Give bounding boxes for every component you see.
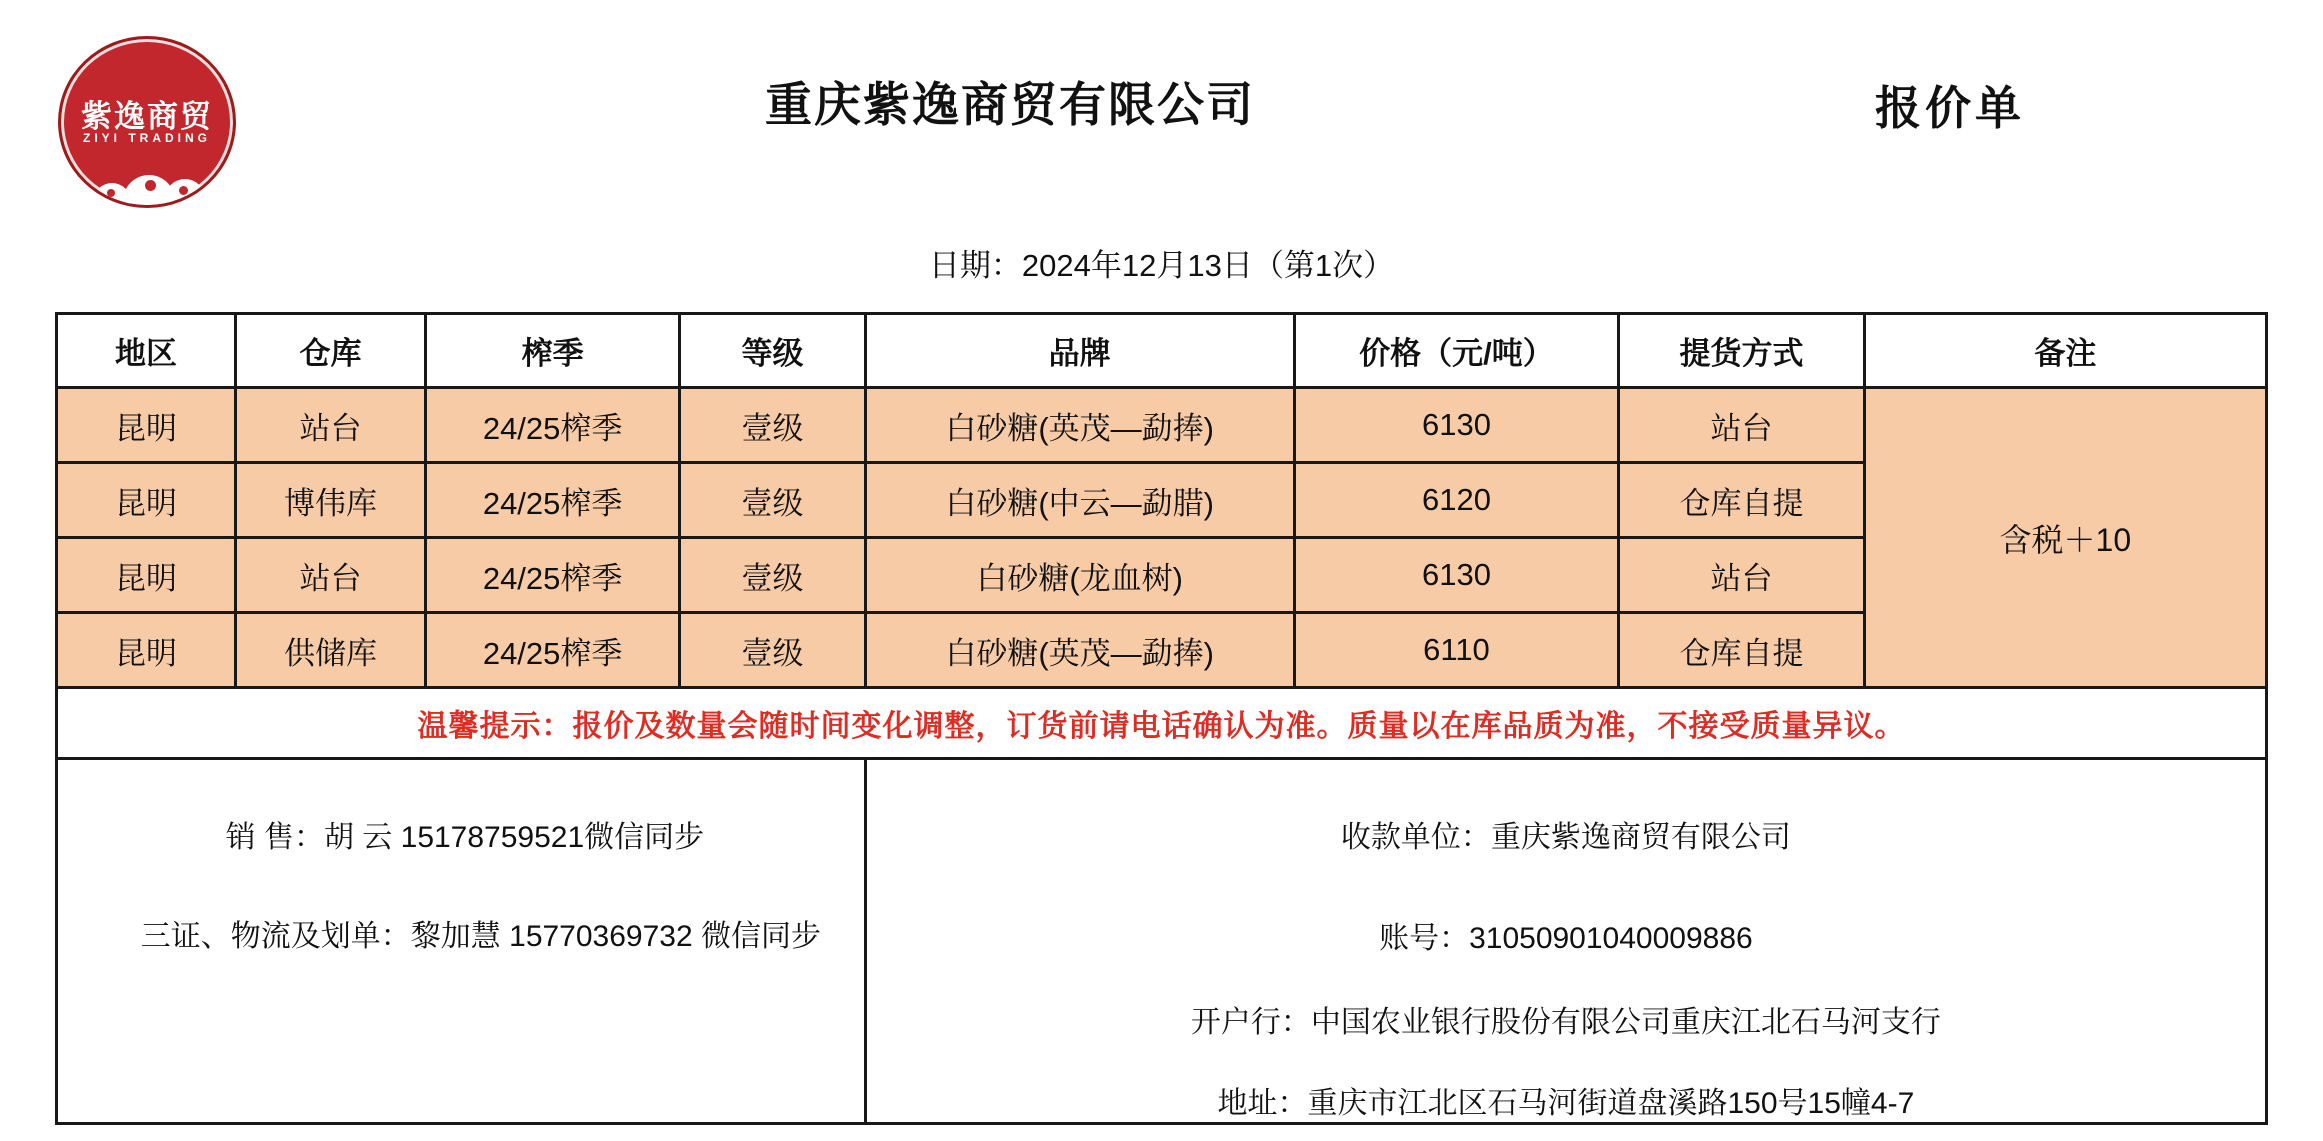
quotation-table (55, 312, 2268, 1125)
col-header-pickup: 提货方式 (1619, 314, 1864, 388)
cell-pickup: 仓库自提 (1619, 613, 1864, 688)
col-header-season: 榨季 (426, 314, 680, 388)
account-number-line: 账号：31050901040009886 (1379, 922, 1753, 955)
sales-contact-line: 销 售：胡 云 15178759521微信同步 (225, 821, 705, 854)
col-header-remarks: 备注 (1864, 314, 2266, 388)
cell-warehouse: 站台 (236, 538, 426, 613)
cell-price: 6110 (1294, 613, 1619, 688)
col-header-warehouse: 仓库 (236, 314, 426, 388)
logo-dot-icon (145, 180, 156, 191)
cell-region: 昆明 (57, 613, 236, 688)
cell-price: 6130 (1294, 388, 1619, 463)
footer-row (57, 759, 2267, 1124)
cell-region: 昆明 (57, 463, 236, 538)
table-header-row (57, 314, 2267, 388)
cell-price: 6130 (1294, 538, 1619, 613)
document-title: 报价单 (1875, 82, 2025, 134)
cell-warehouse: 博伟库 (236, 463, 426, 538)
logo-dot-icon (85, 195, 92, 202)
cell-region: 昆明 (57, 388, 236, 463)
cell-season: 24/25榨季 (426, 388, 680, 463)
col-header-region: 地区 (57, 314, 236, 388)
cell-warehouse: 站台 (236, 388, 426, 463)
cell-grade: 壹级 (680, 463, 866, 538)
cell-season: 24/25榨季 (426, 463, 680, 538)
table-row (57, 388, 2267, 463)
cell-pickup: 站台 (1619, 388, 1864, 463)
logistics-contact-line: 三证、物流及划单：黎加慧 15770369732 微信同步 (140, 920, 821, 953)
company-name-title: 重庆紫逸商贸有限公司 (765, 78, 1255, 131)
footer-bank-info (865, 759, 2266, 1124)
logo-dot-icon (179, 186, 188, 195)
cell-season: 24/25榨季 (426, 613, 680, 688)
payee-line: 收款单位：重庆紫逸商贸有限公司 (1340, 821, 1791, 854)
cell-grade: 壹级 (680, 538, 866, 613)
col-header-brand: 品牌 (865, 314, 1294, 388)
cell-region: 昆明 (57, 538, 236, 613)
notice-text: 温馨提示：报价及数量会随时间变化调整，订货前请电话确认为准。质量以在库品质为准，不接受质量异议。 (57, 688, 2267, 759)
cell-grade: 壹级 (680, 613, 866, 688)
logo-text-en: ZIYI TRADING (83, 131, 211, 145)
cell-warehouse: 供储库 (236, 613, 426, 688)
cell-grade: 壹级 (680, 388, 866, 463)
cell-brand: 白砂糖(中云—勐腊) (865, 463, 1294, 538)
cell-remarks-merged: 含税＋10 (1864, 388, 2266, 688)
date-line: 日期：2024年12月13日（第1次） (928, 248, 1395, 283)
cell-price: 6120 (1294, 463, 1619, 538)
col-header-grade: 等级 (680, 314, 866, 388)
logo-dot-icon (209, 193, 216, 200)
col-header-price: 价格（元/吨） (1294, 314, 1619, 388)
footer-contacts (57, 759, 866, 1124)
cell-pickup: 站台 (1619, 538, 1864, 613)
cell-brand: 白砂糖(英茂—勐捧) (865, 388, 1294, 463)
bank-branch-line: 开户行：中国农业银行股份有限公司重庆江北石马河支行 (1190, 1006, 1941, 1039)
logo-circle-icon (58, 36, 236, 208)
logo-dot-icon (107, 189, 115, 197)
cell-season: 24/25榨季 (426, 538, 680, 613)
company-logo (58, 36, 236, 208)
cell-brand: 白砂糖(龙血树) (865, 538, 1294, 613)
cell-brand: 白砂糖(英茂—勐捧) (865, 613, 1294, 688)
logo-text-cn: 紫逸商贸 (81, 99, 213, 134)
cell-pickup: 仓库自提 (1619, 463, 1864, 538)
address-line: 地址：重庆市江北区石马河街道盘溪路150号15幢4-7 (1217, 1087, 1915, 1120)
notice-row (57, 688, 2267, 759)
